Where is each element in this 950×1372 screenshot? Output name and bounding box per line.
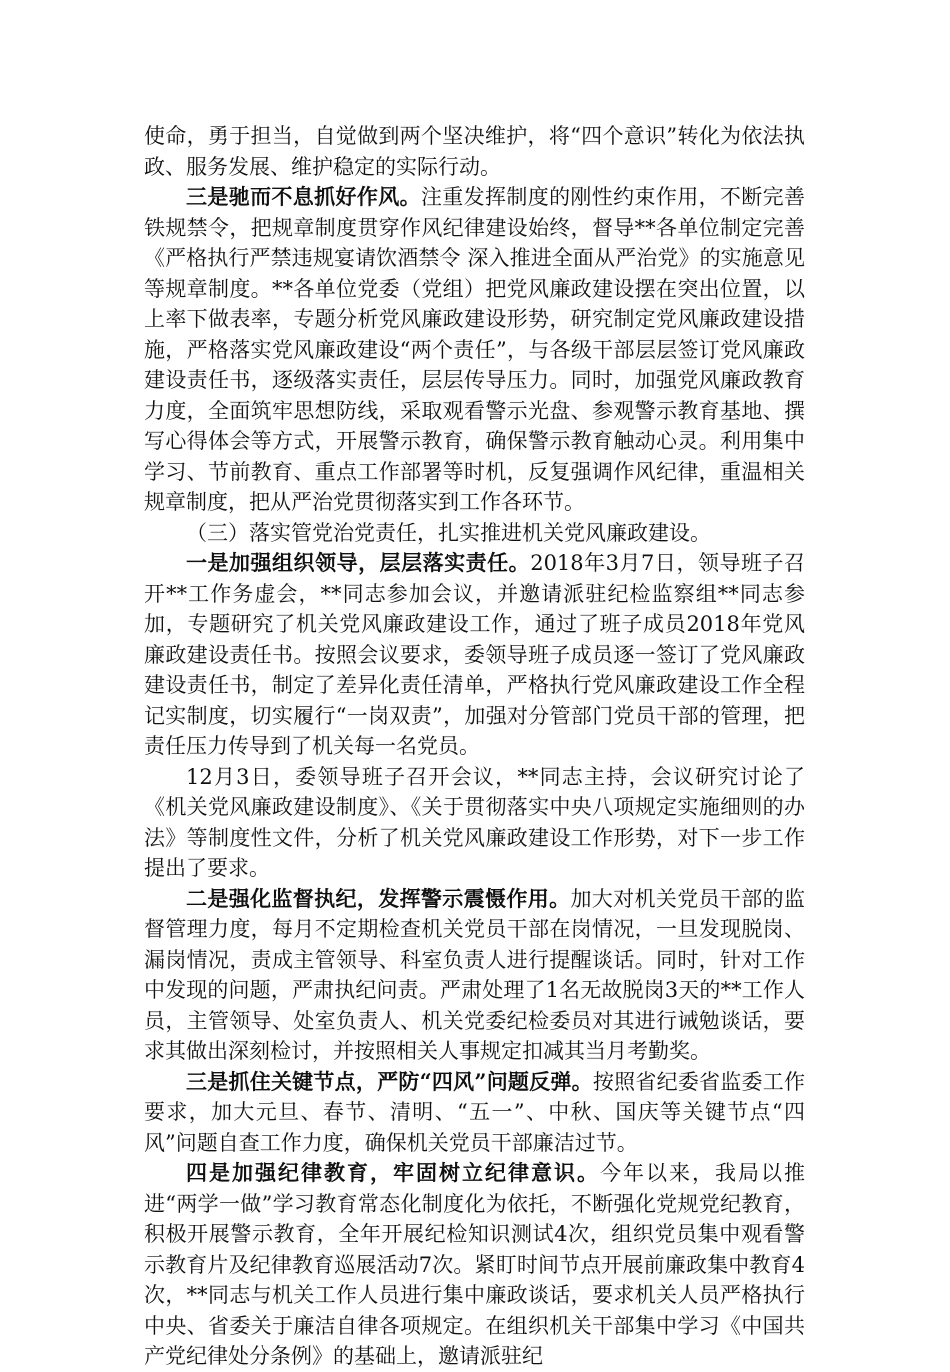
paragraph-4	[144, 548, 805, 762]
paragraph-heading: 三是抓住关键节点，严防“四风”问题反弹。	[186, 1068, 593, 1094]
paragraph-5	[144, 762, 805, 884]
paragraph-heading: 一是加强组织领导，层层落实责任。	[186, 550, 531, 575]
paragraph-text: 按照省纪委省监委工作要求，加大元旦、春节、清明、“五一”、中秋、国庆等关键节点“四风”问题自查工作力度，确保机关党员干部廉洁过节。	[144, 1069, 805, 1155]
paragraph-7	[144, 1067, 805, 1159]
section-heading	[144, 518, 805, 549]
paragraph-2	[144, 182, 805, 518]
paragraph-heading: 四是加强纪律教育，牢固树立纪律意识。	[186, 1160, 600, 1185]
section-heading-text: （三）落实管党治党责任，扎实推进机关党风廉政建设。	[186, 520, 711, 545]
paragraph-text: 使命，勇于担当，自觉做到两个坚决维护，将“四个意识”转化为依法执政、服务发展、维护稳定的实际行动。	[144, 124, 805, 179]
paragraph-text: 注重发挥制度的刚性约束作用，不断完善铁规禁令，把规章制度贯穿作风纪律建设始终，督导**各单位制定完善《严格执行严禁违规宴请饮酒禁令 深入推进全面从严治党》的实施意见等规章制度。**各单位党委（党组）把党风廉政建设摆在突出位置，以上率下做表率，专题分析党风廉政建设形势，研究制定党风廉政建设措施，严格落实党风廉政建设“两个责任”，与各级干部层层签订党风廉政建设责任书，逐级落实责任，层层传导压力。同时，加强党风廉政教育力度，全面筑牢思想防线，采取观看警示光盘、参观警示教育基地、撰写心得体会等方式，开展警示教育，确保警示教育触动心灵。利用集中学习、节前教育、重点工作部署等时机，反复强调作风纪律，重温相关规章制度，把从严治党贯彻落实到工作各环节。	[144, 185, 806, 514]
document-body	[144, 121, 805, 1372]
paragraph-1	[144, 121, 805, 182]
paragraph-text: 12月3日，委领导班子召开会议，**同志主持，会议研究讨论了《机关党风廉政建设制度》、《关于贯彻落实中央八项规定实施细则的办法》等制度性文件，分析了机关党风廉政建设工作形势，对下一步工作提出了要求。	[144, 764, 805, 880]
paragraph-text: 2018年3月7日，领导班子召开**工作务虚会，**同志参加会议，并邀请派驻纪检监察组**同志参加，专题研究了机关党风廉政建设工作，通过了班子成员2018年党风廉政建设责任书。按照会议要求，委领导班子成员逐一签订了党风廉政建设责任书，制定了差异化责任清单，严格执行党风廉政建设工作全程记实制度，切实履行“一岗双责”，加强对分管部门党员干部的管理，把责任压力传导到了机关每一名党员。	[144, 551, 806, 758]
paragraph-8	[144, 1158, 805, 1372]
paragraph-6	[144, 884, 805, 1067]
paragraph-text: 加大对机关党员干部的监督管理力度，每月不定期检查机关党员干部在岗情况，一旦发现脱岗、漏岗情况，责成主管领导、科室负责人进行提醒谈话。同时，针对工作中发现的问题，严肃执纪问责。严肃处理了1名无故脱岗3天的**工作人员，主管领导、处室负责人、机关党委纪检委员对其进行诫勉谈话，要求其做出深刻检讨，并按照相关人事规定扣减其当月考勤奖。	[144, 886, 806, 1063]
paragraph-heading: 二是强化监督执纪，发挥警示震慑作用。	[186, 885, 571, 911]
paragraph-text: 今年以来，我局以推进“两学一做”学习教育常态化制度化为依托，不断强化党规党纪教育，积极开展警示教育，全年开展纪检知识测试4次，组织党员集中观看警示教育片及纪律教育巡展活动7次。紧盯时间节点开展前廉政集中教育4次，**同志与机关工作人员进行集中廉政谈话，要求机关人员严格执行中央、省委关于廉洁自律各项规定。在组织机关干部集中学习《中国共产党纪律处分条例》的基础上，邀请派驻纪	[144, 1161, 805, 1368]
paragraph-heading: 三是驰而不息抓好作风。	[186, 184, 421, 209]
